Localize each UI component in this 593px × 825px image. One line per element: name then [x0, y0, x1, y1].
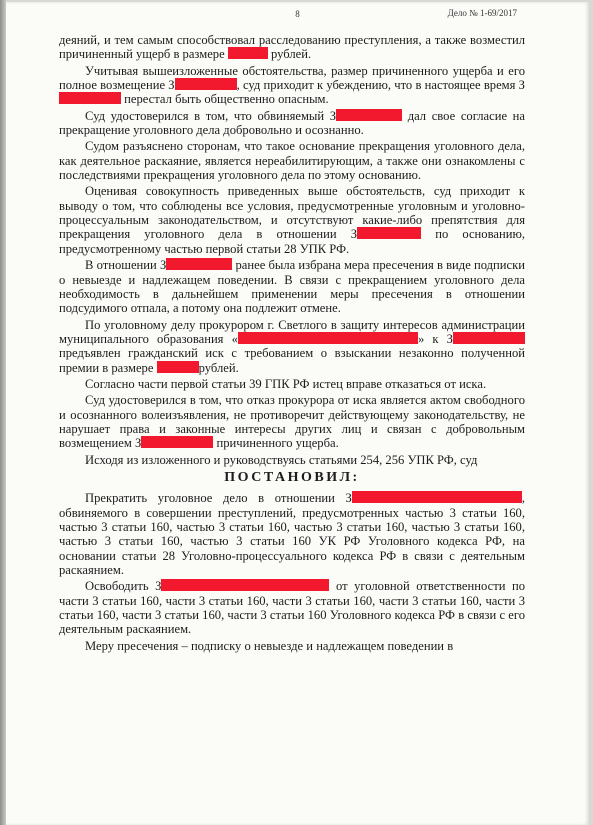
paragraph: Суд удостоверился в том, что отказ прокурора от иска является актом свободного и осознанного волеизъявления, не противоречит действующему законодательству, не нарушает права и законные интересы других лиц и связан с добровольным возмещением З причиненного ущерба.: [59, 393, 525, 451]
document-page: [6, 2, 589, 825]
redaction-block: [228, 47, 268, 59]
case-number: Дело № 1-69/2017: [447, 8, 517, 18]
redaction-block: [161, 579, 329, 591]
paragraph: Судом разъяснено сторонам, что такое основание прекращения уголовного дела, как деятельное раскаяние, является нереабилитирующим, а также они ознакомлены с последствиями прекращения уголовного дела по этому основанию.: [59, 139, 525, 183]
redaction-block: [352, 491, 522, 503]
paragraph: Прекратить уголовное дело в отношении З , обвиняемого в совершении преступлений, предусмотренных частью 3 статьи 160, частью 3 статьи 160, частью 3 статьи 160, частью 3 статьи 160, частью 3 статьи 160, частью 3 статьи 160, частью 3 статьи 160 УК РФ Уголовного кодекса РФ, на основании статьи 28 Уголовно-процессуального кодекса РФ в связи с деятельным раскаянием.: [59, 491, 525, 578]
page-number: 8: [295, 9, 300, 19]
paragraph: деяний, и тем самым способствовал расследованию преступления, а также возместил причиненный ущерб в размере рублей.: [59, 33, 525, 62]
document-body: [59, 33, 525, 655]
paragraph: Оценивая совокупность приведенных выше обстоятельств, суд приходит к выводу о том, что соблюдены все условия, предусмотренные уголовным и уголовно-процессуальным законодательством, и отсутствуют какие-либо препятствия для прекращения уголовного дела в отношении З по основанию, предусмотренному частью первой статьи 28 УПК РФ.: [59, 184, 525, 256]
paragraph: Согласно части первой статьи 39 ГПК РФ истец вправе отказаться от иска.: [85, 376, 487, 391]
redaction-block: [453, 332, 525, 344]
section-heading: ПОСТАНОВИЛ:: [224, 469, 360, 485]
redaction-block: [166, 258, 232, 270]
redaction-block: [357, 227, 421, 239]
paragraph: По уголовному делу прокурором г. Светлого в защиту интересов администрации муниципального образования « » к З предъявлен гражданский иск с требованием о взыскании незаконно полученной премии в размере рублей.: [59, 317, 525, 375]
paragraph: В отношении З ранее была избрана мера пресечения в виде подписки о невыезде и надлежащем поведении. В связи с прекращением уголовного дела необходимость в дальнейшем применении меры пресечения в отношении подсудимого отпала, а потому она подлежит отмене.: [59, 258, 525, 316]
paragraph: Исходя из изложенного и руководствуясь статьями 254, 256 УПК РФ, суд: [85, 452, 478, 467]
paragraph: Суд удостоверился в том, что обвиняемый З дал свое согласие на прекращение уголовного дела добровольно и осознанно.: [59, 108, 525, 138]
redaction-block: [238, 332, 418, 344]
redaction-block: [141, 436, 213, 448]
paragraph: Учитывая вышеизложенные обстоятельства, размер причиненного ущерба и его полное возмещение З , суд приходит к убеждению, что в настоящее время З перестал быть общественно опасным.: [59, 63, 525, 107]
paragraph: Освободить З от уголовной ответственности по части 3 статьи 160, части 3 статьи 160, части 3 статьи 160, части 3 статьи 160, части 3 статьи 160, части 3 статьи 160, части 3 статьи 160 Уголовного кодекса РФ в связи с его деятельным раскаянием.: [59, 579, 526, 637]
redaction-block: [175, 78, 237, 90]
redaction-block: [157, 361, 199, 373]
redaction-block: [336, 109, 402, 121]
redaction-block: [59, 92, 121, 104]
paragraph: Меру пресечения – подписку о невыезде и надлежащем поведении в: [85, 638, 454, 653]
